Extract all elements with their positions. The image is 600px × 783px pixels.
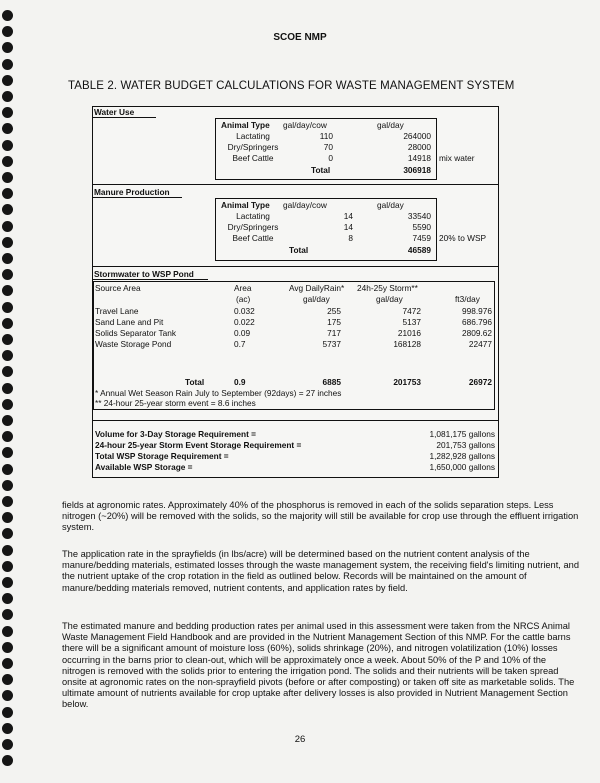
storm-total-area: 0.9 — [234, 377, 246, 387]
binding-hole — [2, 334, 13, 345]
storm-note-storm: ** 24-hour 25-year storm event = 8.6 inches — [95, 398, 256, 408]
water-use-col-animal: Animal Type — [221, 120, 270, 130]
manure-type: Lactating — [236, 211, 270, 221]
manure-total: 5590 — [412, 222, 431, 232]
manure-total: 7459 — [412, 233, 431, 243]
storm-storm: 168128 — [393, 339, 421, 349]
storm-storm: 21016 — [397, 328, 421, 338]
binding-hole — [2, 447, 13, 458]
manure-col-rate: gal/day/cow — [283, 200, 327, 210]
binding-hole — [2, 366, 13, 377]
section-divider — [93, 420, 498, 421]
water-use-type: Beef Cattle — [232, 153, 274, 163]
table-title: TABLE 2. WATER BUDGET CALCULATIONS FOR WASTE MANAGEMENT SYSTEM — [68, 80, 515, 92]
manure-rate: 8 — [348, 233, 353, 243]
water-use-note: mix water — [439, 153, 475, 163]
storm-area: 0.022 — [234, 317, 255, 327]
water-use-rate: 70 — [323, 142, 333, 152]
binding-hole — [2, 674, 13, 685]
section-divider — [93, 184, 498, 185]
storm-col-area: Area — [234, 283, 252, 293]
manure-note: 20% to WSP — [439, 233, 487, 243]
binding-hole — [2, 221, 13, 232]
summary-label: Volume for 3-Day Storage Requirement = — [95, 429, 256, 439]
manure-type: Beef Cattle — [232, 233, 274, 243]
manure-total-label: Total — [289, 245, 309, 255]
binding-hole — [2, 545, 13, 556]
binding-hole — [2, 42, 13, 53]
storm-source: Travel Lane — [95, 306, 139, 316]
binding-hole — [2, 755, 13, 766]
binding-hole — [2, 269, 13, 280]
water-use-total-label: Total — [311, 165, 331, 175]
storm-ft3: 22477 — [468, 339, 492, 349]
page-number: 26 — [294, 734, 306, 745]
storm-storm: 7472 — [402, 306, 421, 316]
binding-hole — [2, 512, 13, 523]
binding-hole — [2, 609, 13, 620]
water-use-col-total: gal/day — [377, 120, 404, 130]
binding-hole — [2, 318, 13, 329]
manure-type: Dry/Springers — [227, 222, 279, 232]
summary-value: 1,282,928 gallons — [429, 451, 495, 461]
storm-col-area-unit: (ac) — [236, 294, 251, 304]
storm-ft3: 998.976 — [462, 306, 492, 316]
storm-area: 0.032 — [234, 306, 255, 316]
storm-total-storm: 201753 — [393, 377, 421, 387]
binding-hole — [2, 658, 13, 669]
storm-source: Waste Storage Pond — [95, 339, 172, 349]
manure-rate: 14 — [343, 222, 353, 232]
storm-total-label: Total — [185, 377, 205, 387]
binding-hole — [2, 75, 13, 86]
summary-value: 201,753 gallons — [436, 440, 495, 450]
storm-total-ft3: 26972 — [468, 377, 492, 387]
binding-hole — [2, 237, 13, 248]
storm-source: Solids Separator Tank — [95, 328, 177, 338]
storm-note-rain: * Annual Wet Season Rain July to September (92days) = 27 inches — [95, 388, 342, 398]
binding-hole — [2, 431, 13, 442]
water-use-total: 14918 — [407, 153, 431, 163]
binding-hole — [2, 302, 13, 313]
manure-col-total: gal/day — [377, 200, 404, 210]
water-use-type: Dry/Springers — [227, 142, 279, 152]
binding-hole — [2, 642, 13, 653]
binding-holes — [2, 10, 14, 780]
summary-label: Available WSP Storage = — [95, 462, 193, 472]
summary-value: 1,081,175 gallons — [429, 429, 495, 439]
binding-hole — [2, 107, 13, 118]
binding-hole — [2, 707, 13, 718]
body-paragraph: fields at agronomic rates. Approximately 40% of the phosphorus is removed in each of the solids separation steps. Less nitrogen (~20%) will be removed with the solids, so the majority will still be available for crop use through the effluent irrigation system. — [62, 500, 579, 533]
binding-hole — [2, 285, 13, 296]
water-budget-table — [92, 106, 499, 478]
binding-hole — [2, 480, 13, 491]
storm-area: 0.09 — [234, 328, 251, 338]
binding-hole — [2, 415, 13, 426]
binding-hole — [2, 140, 13, 151]
storm-total-rain: 6885 — [322, 377, 341, 387]
storm-rain: 255 — [327, 306, 341, 316]
storm-ft3: 686.796 — [462, 317, 492, 327]
binding-hole — [2, 156, 13, 167]
storm-source: Sand Lane and Pit — [95, 317, 164, 327]
storm-col-source: Source Area — [95, 283, 141, 293]
binding-hole — [2, 188, 13, 199]
water-use-total: 264000 — [403, 131, 431, 141]
binding-hole — [2, 690, 13, 701]
body-paragraph: The application rate in the sprayfields (in lbs/acre) will be determined based on the nutrient content analysis of the manure/bedding materials, estimated losses through the waste management system, the receiving field's limiting nutrient, and the nutrient uptake of the crop rotation in the field as outlined below. Records will be maintained on the amount of manure/bedding materials removed, nutrient contents, and application rates by field. — [62, 549, 579, 593]
binding-hole — [2, 383, 13, 394]
water-use-type: Lactating — [236, 131, 270, 141]
binding-hole — [2, 10, 13, 21]
binding-hole — [2, 561, 13, 572]
binding-hole — [2, 204, 13, 215]
storm-col-storm-unit: gal/day — [376, 294, 403, 304]
binding-hole — [2, 577, 13, 588]
binding-hole — [2, 59, 13, 70]
binding-hole — [2, 399, 13, 410]
water-use-col-rate: gal/day/cow — [283, 120, 327, 130]
page-header: SCOE NMP — [273, 32, 327, 43]
manure-total-value: 46589 — [407, 245, 431, 255]
binding-hole — [2, 496, 13, 507]
storm-ft3: 2809.62 — [462, 328, 492, 338]
summary-value: 1,650,000 gallons — [429, 462, 495, 472]
binding-hole — [2, 593, 13, 604]
binding-hole — [2, 253, 13, 264]
binding-hole — [2, 350, 13, 361]
storm-col-rain: Avg DailyRain* — [289, 283, 345, 293]
water-use-total: 28000 — [407, 142, 431, 152]
water-use-title: Water Use — [93, 107, 156, 118]
body-paragraph: The estimated manure and bedding production rates per animal used in this assessment were taken from the NRCS Animal Waste Management Field Handbook and are provided in the Nutrient Management Section of this NMP. For the cattle barns there will be a significant amount of moisture loss (60%), solids shrinkage (20%), and nitrogen volatilization (10%) losses occurring in the barns prior to clean-out, which will be approximately once a week. About 50% of the P and 10% of the nitrogen is removed with the solids prior to entering the irrigation pond. The solids and their nutrients will be taken spread onsite at agronomic rates on the non-sprayfield pivots (before or after composting) or taken off site as marketable solids. The ultimate amount of nutrients available for crop uptake after delivery losses is also provided in Nutrient Management Section below. — [62, 621, 575, 710]
storm-col-ft3: ft3/day — [455, 294, 480, 304]
storm-col-storm: 24h-25y Storm** — [357, 283, 418, 293]
manure-title: Manure Production — [93, 187, 182, 198]
storm-rain: 175 — [327, 317, 341, 327]
binding-hole — [2, 172, 13, 183]
manure-total: 33540 — [407, 211, 431, 221]
storm-area: 0.7 — [234, 339, 246, 349]
water-use-rate: 0 — [328, 153, 333, 163]
binding-hole — [2, 626, 13, 637]
summary-label: 24-hour 25-year Storm Event Storage Requirement = — [95, 440, 302, 450]
storm-title: Stormwater to WSP Pond — [93, 269, 208, 280]
water-use-rate: 110 — [319, 131, 333, 141]
summary-label: Total WSP Storage Requirement = — [95, 451, 229, 461]
storm-rain: 5737 — [322, 339, 341, 349]
binding-hole — [2, 464, 13, 475]
binding-hole — [2, 528, 13, 539]
storm-storm: 5137 — [402, 317, 421, 327]
manure-rate: 14 — [343, 211, 353, 221]
storm-col-rain-unit: gal/day — [303, 294, 330, 304]
binding-hole — [2, 723, 13, 734]
water-use-total-value: 306918 — [403, 165, 431, 175]
section-divider — [93, 266, 498, 267]
manure-col-animal: Animal Type — [221, 200, 270, 210]
storm-rain: 717 — [327, 328, 341, 338]
binding-hole — [2, 123, 13, 134]
binding-hole — [2, 91, 13, 102]
